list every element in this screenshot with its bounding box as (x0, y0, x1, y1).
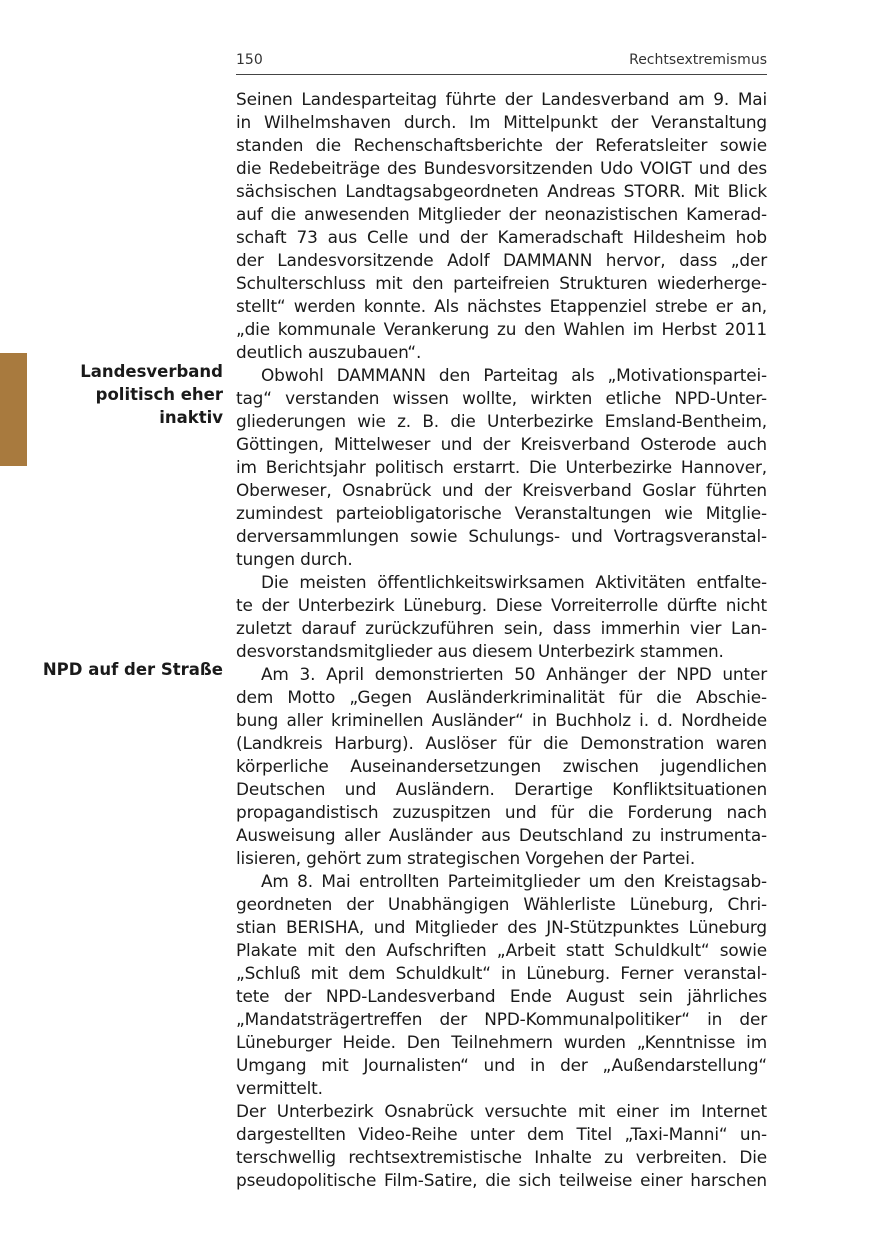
text-line: te der Unterbezirk Lüneburg. Diese Vorreiterrolle dürfte nicht (236, 595, 767, 615)
text-line: „Schluß mit dem Schuldkult“ in Lüneburg. Ferner veranstal- (236, 963, 767, 983)
text-line: (Landkreis Harburg). Auslöser für die Demonstration waren (236, 733, 767, 753)
text-line: bung aller kriminellen Ausländer“ in Buchholz i. d. Nordheide (236, 710, 767, 730)
text-line: schaft 73 aus Celle und der Kameradschaft Hildesheim hob (236, 227, 767, 247)
text-line: Seinen Landesparteitag führte der Landesverband am 9. Mai (236, 89, 767, 109)
text-line: stian BERISHA, und Mitglieder des JN-Stützpunktes Lüneburg (236, 917, 767, 937)
text-line: terschwellig rechtsextremistische Inhalte zu verbreiten. Die (236, 1147, 767, 1167)
text-line: dem Motto „Gegen Ausländerkriminalität für die Abschie- (236, 687, 767, 707)
text-line: „die kommunale Verankerung zu den Wahlen im Herbst 2011 (236, 319, 767, 339)
text-line: stellt“ werden konnte. Als nächstes Etappenziel strebe er an, (236, 296, 767, 316)
text-line: tete der NPD-Landesverband Ende August sein jährliches (236, 986, 767, 1006)
text-line: Ausweisung aller Ausländer aus Deutschland zu instrumenta- (236, 825, 767, 845)
text-line: dargestellten Video-Reihe unter dem Titel „Taxi-Manni“ un- (236, 1124, 767, 1144)
text-line: Deutschen und Ausländern. Derartige Konfliktsituationen (236, 779, 767, 799)
text-line: im Berichtsjahr politisch erstarrt. Die Unterbezirke Hannover, (236, 457, 767, 477)
text-line: „Mandatsträgertreffen der NPD-Kommunalpolitiker“ in der (236, 1009, 767, 1029)
margin-note-npd-strasse (43, 658, 223, 681)
text-line: Schulterschluss mit den parteifreien Strukturen wiederherge- (236, 273, 767, 293)
text-line: lisieren, gehört zum strategischen Vorgehen der Partei. (236, 848, 696, 868)
text-line: zuletzt darauf zurückzuführen sein, dass immerhin vier Lan- (236, 618, 767, 638)
text-line: pseudopolitische Film-Satire, die sich teilweise einer harschen (236, 1170, 767, 1190)
text-line: vermittelt. (236, 1078, 323, 1098)
text-line: derversammlungen sowie Schulungs- und Vortragsveranstal- (236, 526, 767, 546)
page-number: 150 (236, 52, 263, 68)
text-line: sächsischen Landtagsabgeordneten Andreas STORR. Mit Blick (236, 181, 767, 201)
text-line: Am 3. April demonstrierten 50 Anhänger der NPD unter (261, 664, 767, 684)
text-line: tungen durch. (236, 549, 353, 569)
text-line: geordneten der Unabhängigen Wählerliste Lüneburg, Chri- (236, 894, 767, 914)
text-line: desvorstandsmitglieder aus diesem Unterbezirk stammen. (236, 641, 724, 661)
text-line: Lüneburger Heide. Den Teilnehmern wurden „Kenntnisse im (236, 1032, 767, 1052)
text-line: Göttingen, Mittelweser und der Kreisverband Osterode auch (236, 434, 767, 454)
margin-note-line: NPD auf der Straße (42, 660, 223, 679)
margin-note-line: politisch eher (95, 385, 223, 404)
text-line: Der Unterbezirk Osnabrück versuchte mit einer im Internet (236, 1101, 767, 1121)
text-line: Oberweser, Osnabrück und der Kreisverband Goslar führten (236, 480, 767, 500)
text-line: in Wilhelmshaven durch. Im Mittelpunkt der Veranstaltung (236, 112, 767, 132)
running-title: Rechtsextremismus (629, 52, 767, 68)
text-line: gliederungen wie z. B. die Unterbezirke Emsland-Bentheim, (236, 411, 767, 431)
margin-note-line: inaktiv (159, 408, 223, 427)
body-text (236, 88, 767, 1192)
margin-note-line: Landesverband (80, 362, 223, 381)
margin-note-landesverband (80, 360, 223, 429)
text-line: körperliche Auseinandersetzungen zwischen jugendlichen (236, 756, 767, 776)
text-line: Obwohl DAMMANN den Parteitag als „Motivationspartei- (261, 365, 767, 385)
text-line: Die meisten öffentlichkeitswirksamen Aktivitäten entfalte- (261, 572, 767, 592)
text-line: tag“ verstanden wissen wollte, wirkten etliche NPD-Unter- (236, 388, 767, 408)
chapter-thumb-tab (0, 353, 27, 466)
text-line: die Redebeiträge des Bundesvorsitzenden Udo VOIGT und des (236, 158, 767, 178)
text-line: Umgang mit Journalisten“ und in der „Außendarstellung“ (236, 1055, 767, 1075)
text-line: propagandistisch zuzuspitzen und für die Forderung nach (236, 802, 767, 822)
text-line: standen die Rechenschaftsberichte der Referatsleiter sowie (236, 135, 767, 155)
text-line: auf die anwesenden Mitglieder der neonazistischen Kamerad- (236, 204, 767, 224)
text-line: Plakate mit den Aufschriften „Arbeit statt Schuldkult“ sowie (236, 940, 767, 960)
text-line: deutlich auszubauen“. (236, 342, 422, 362)
text-line: der Landesvorsitzende Adolf DAMMANN hervor, dass „der (236, 250, 767, 270)
text-line: zumindest parteiobligatorische Veranstaltungen wie Mitglie- (236, 503, 767, 523)
page-header (236, 52, 767, 75)
text-line: Am 8. Mai entrollten Parteimitglieder um den Kreistagsab- (261, 871, 767, 891)
